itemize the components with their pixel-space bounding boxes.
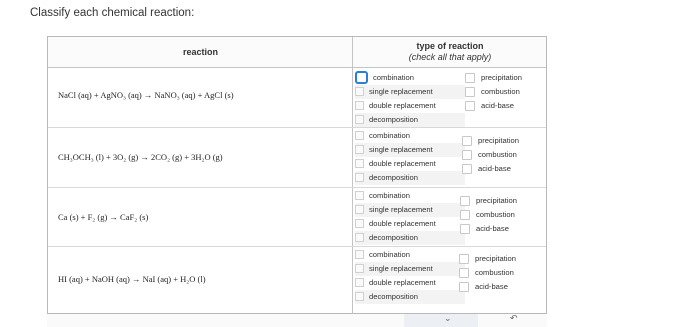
option-precipitation[interactable]: [462, 134, 519, 148]
option-label: single replacement: [369, 145, 433, 154]
option-label: precipitation: [478, 136, 519, 145]
option-double-replacement[interactable]: [355, 157, 436, 171]
checkbox[interactable]: [465, 73, 475, 83]
option-label: double replacement: [369, 278, 436, 287]
option-combination[interactable]: [355, 189, 410, 203]
undo-icon[interactable]: ↶: [510, 313, 518, 323]
checkbox[interactable]: [462, 164, 472, 174]
checkbox[interactable]: [465, 87, 475, 97]
option-label: double replacement: [369, 219, 436, 228]
checkbox[interactable]: [355, 145, 364, 154]
option-combination[interactable]: [355, 129, 410, 143]
checkbox[interactable]: [355, 219, 364, 228]
checkbox[interactable]: [465, 101, 475, 111]
option-label: combination: [369, 131, 410, 140]
option-decomposition[interactable]: [355, 171, 465, 185]
checkbox[interactable]: [355, 87, 364, 96]
header-type-subtitle: (check all that apply): [408, 52, 492, 62]
option-combustion[interactable]: [462, 148, 517, 162]
option-precipitation[interactable]: [465, 71, 522, 85]
header-reaction: reaction: [183, 47, 219, 57]
question-prompt: Classify each chemical reaction:: [30, 7, 195, 19]
table-row: [48, 128, 546, 188]
checkbox[interactable]: [460, 210, 470, 220]
option-double-replacement[interactable]: [355, 276, 436, 290]
option-acid-base[interactable]: [462, 162, 511, 176]
option-label: decomposition: [369, 115, 418, 124]
option-label: precipitation: [481, 73, 522, 82]
option-label: combustion: [476, 210, 515, 219]
checkbox[interactable]: [459, 254, 469, 264]
option-decomposition[interactable]: [355, 113, 465, 127]
checkbox[interactable]: [459, 268, 469, 278]
checkbox[interactable]: [462, 150, 472, 160]
checkbox[interactable]: [355, 131, 364, 140]
option-decomposition[interactable]: [355, 231, 465, 245]
option-label: acid-base: [476, 224, 509, 233]
option-label: precipitation: [475, 254, 516, 263]
option-single-replacement[interactable]: [355, 85, 465, 99]
option-single-replacement[interactable]: [355, 143, 465, 157]
table-row: [48, 188, 546, 247]
reaction-equation: CH₃OCH₃ (l) + 3O₂ (g) → 2CO₂ (g) + 3H₂O (g): [58, 152, 223, 162]
option-label: acid-base: [475, 282, 508, 291]
option-precipitation[interactable]: [459, 252, 516, 266]
checkbox[interactable]: [355, 101, 364, 110]
option-combination[interactable]: [355, 248, 410, 262]
option-combustion[interactable]: [465, 85, 520, 99]
checkbox[interactable]: [355, 264, 364, 273]
table-row: [48, 68, 546, 128]
option-single-replacement[interactable]: [355, 203, 465, 217]
option-combustion[interactable]: [459, 266, 514, 280]
checkbox[interactable]: [460, 224, 470, 234]
toolbar-center: [404, 314, 478, 327]
option-label: precipitation: [476, 196, 517, 205]
checkbox[interactable]: [459, 282, 469, 292]
option-acid-base[interactable]: [460, 222, 509, 236]
checkbox[interactable]: [355, 115, 364, 124]
option-label: decomposition: [369, 173, 418, 182]
checkbox[interactable]: [355, 278, 364, 287]
option-decomposition[interactable]: [355, 290, 465, 304]
checkbox[interactable]: [355, 292, 364, 301]
checkbox[interactable]: [462, 136, 472, 146]
option-label: combustion: [475, 268, 514, 277]
option-double-replacement[interactable]: [355, 217, 436, 231]
chevron-down-icon[interactable]: ⌄: [444, 313, 452, 323]
checkbox[interactable]: [355, 159, 364, 168]
checkbox[interactable]: [355, 71, 368, 84]
reaction-equation: Ca (s) + F₂ (g) → CaF₂ (s): [58, 212, 149, 222]
option-label: acid-base: [478, 164, 511, 173]
checkbox[interactable]: [355, 233, 364, 242]
option-label: combination: [369, 250, 410, 259]
option-label: single replacement: [369, 87, 433, 96]
reaction-equation: NaCl (aq) + AgNO₃ (aq) → NaNO₃ (aq) + AgCl (s): [58, 90, 234, 100]
option-label: single replacement: [369, 205, 433, 214]
option-acid-base[interactable]: [465, 99, 514, 113]
option-single-replacement[interactable]: [355, 262, 465, 276]
option-combination[interactable]: [355, 71, 414, 85]
checkbox[interactable]: [460, 196, 470, 206]
option-label: combination: [373, 73, 414, 82]
option-label: decomposition: [369, 292, 418, 301]
checkbox[interactable]: [355, 205, 364, 214]
option-acid-base[interactable]: [459, 280, 508, 294]
option-double-replacement[interactable]: [355, 99, 436, 113]
option-label: double replacement: [369, 101, 436, 110]
option-label: single replacement: [369, 264, 433, 273]
reaction-table: [47, 36, 547, 314]
header-type-title: type of reaction: [416, 41, 484, 51]
option-precipitation[interactable]: [460, 194, 517, 208]
reaction-equation: HI (aq) + NaOH (aq) → NaI (aq) + H₂O (l): [58, 274, 206, 284]
option-label: combustion: [481, 87, 520, 96]
checkbox[interactable]: [355, 250, 364, 259]
option-label: double replacement: [369, 159, 436, 168]
option-label: decomposition: [369, 233, 418, 242]
checkbox[interactable]: [355, 191, 364, 200]
option-label: combustion: [478, 150, 517, 159]
header-type: [352, 41, 548, 63]
table-row: [48, 247, 546, 313]
option-label: combination: [369, 191, 410, 200]
option-combustion[interactable]: [460, 208, 515, 222]
option-label: acid-base: [481, 101, 514, 110]
table-header: [48, 37, 546, 68]
checkbox[interactable]: [355, 173, 364, 182]
